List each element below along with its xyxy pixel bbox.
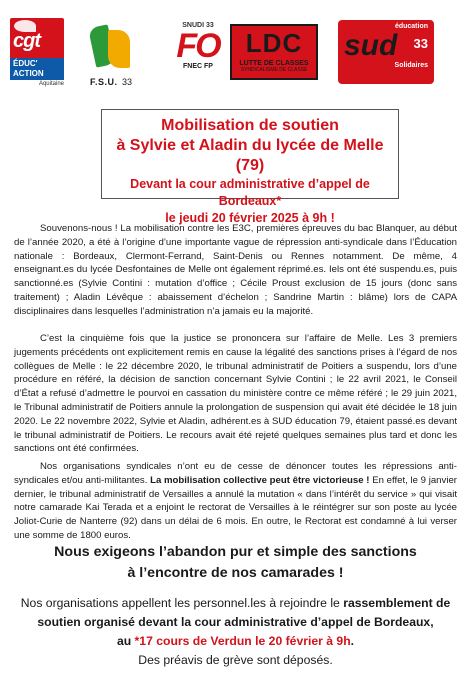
fsu-num: 33 <box>121 77 132 87</box>
demand-block <box>14 542 457 584</box>
appeal-strike: Des préavis de grève sont déposés. <box>138 653 333 667</box>
paragraph-3-part1: Nos organisations syndicales n’ont eu de cesse de dénoncer toutes les répressions anti-syndicales et/ou anti-militantes. <box>14 461 457 486</box>
fsu-name: F.S.U. <box>90 77 118 87</box>
fo-sub: FNEC FP <box>183 63 213 70</box>
ldc-small: SYNDICALISME DE CLASSE <box>240 67 308 73</box>
paragraph-1-text: Souvenons-nous ! La mobilisation contre les E3C, premières épreuves du bac Blanquer, au début de l’année 2020, a été à l’origine d’une importante vague de répression anti-syndicale dans l’Éducation nationale : Bordeaux, Clermont-Ferrand, Saint-Denis ou Rennes notamment. De même, 4 enseignant.es du lycée Desfontaines de Melle ont également réprimé.es. Iels ont été suspendu.es, puis sanctionné.es (Sylvie Contini : mutation d’office ; Cécile Proust exclusion de 15 jours (donc sans traitement) ; Aladin Lévêque : abaissement d’échelon ; Sandrine Martin : blâme) lors de CAPA disciplinaires dans lesquelles l’administration n’a jamais eu la majorité. <box>14 223 457 317</box>
fo-name: FO <box>176 27 220 65</box>
cgt-line2: ACTION <box>13 69 44 78</box>
appeal-address: *17 cours de Verdun le 20 février à 9h <box>134 634 351 648</box>
demand-line1: Nous exigeons l’abandon pur et simple des sanctions <box>54 544 417 560</box>
title-line3: Devant la cour administrative d’appel de Bordeaux* <box>130 177 370 208</box>
sud-bottom: Solidaires <box>394 62 428 69</box>
demand-line2: à l’encontre de nos camarades ! <box>127 565 344 581</box>
paragraph-3-highlight: La mobilisation collective peut être victorieuse ! <box>150 474 370 486</box>
ldc-name: LDC <box>245 28 303 58</box>
union-logos <box>8 14 464 96</box>
fsu-logo <box>90 22 158 88</box>
paragraph-2-text: C’est la cinquième fois que la justice se prononcera sur l’affaire de Melle. Les 3 premiers jugements précédents ont explicitement remis en cause la légalité des sanctions prises à l’égard de nos collègues de Melle : le 22 décembre 2020, le tribunal administratif de Poitiers a suspendu, lors d’une procédure en référé, la décision de sanction concernant Sylvie Contini ; le 22 avril 2021, le Conseil d’État a refusé d’admettre le pourvoi en cassation du ministère contre ce même référé ; le 29 juin 2021, le Tribunal administratif de Poitiers annule la prolongation de suspension qui avait été décidée le 18 juin 2020. Le 22 novembre 2022, Sylvie et Aladin, adhérent.es à SUD éducation 79, étaient passé.es devant le tribunal administratif de Poitiers. Le recours avait été rejeté quelques semaines plus tard et donc les sanctions ont été confirmées. <box>14 333 457 455</box>
title-box <box>101 109 399 225</box>
paragraph-3 <box>14 460 457 543</box>
ldc-sub: LUTTE DE CLASSES <box>239 60 309 67</box>
cgt-line1: ÉDUC' <box>13 59 38 68</box>
sud-top: éducation <box>394 23 428 30</box>
cgt-name: cgt <box>13 30 40 52</box>
appeal-rally: rassemblement de soutien organisé devant la cour administrative d’appel de Bordeaux, <box>37 596 451 629</box>
appeal-period: . <box>350 634 355 648</box>
sud-num: 33 <box>413 36 428 51</box>
title-line2: à Sylvie et Aladin du lycée de Melle (79) <box>116 137 384 174</box>
cgt-educaction-logo <box>10 18 64 90</box>
title-line1: Mobilisation de soutien <box>161 117 339 134</box>
paragraph-1 <box>14 222 457 319</box>
paragraph-2 <box>14 332 457 456</box>
appeal-block <box>14 594 457 670</box>
cgt-region: Aquitaine <box>38 81 64 87</box>
title-line4: le jeudi 20 février 2025 à 9h ! <box>165 211 335 225</box>
fo-logo <box>168 22 228 88</box>
ldc-logo <box>230 24 318 80</box>
sud-education-logo <box>338 20 434 84</box>
fsu-mark-icon <box>90 22 134 72</box>
sud-name: sud <box>344 29 398 62</box>
appeal-part1: Nos organisations appellent les personnel.les à rejoindre le <box>20 596 344 610</box>
paragraph-3-part2: En effet, le 9 janvier dernier, le tribunal administratif de Versailles a annulé la mutation « dans l’intérêt du service » qui visait notre camarade Kai Terada et a enjoint le rectorat de Versailles à le réintégrer sur son poste au lycée Joliot-Curie de Nanterre (92) dans un délai de 6 mois. En outre, le Rectorat est condamné à lui verser une somme de 1800 euros. <box>14 474 457 541</box>
fo-top: SNUDI 33 <box>182 22 214 29</box>
appeal-at: au <box>116 634 135 648</box>
